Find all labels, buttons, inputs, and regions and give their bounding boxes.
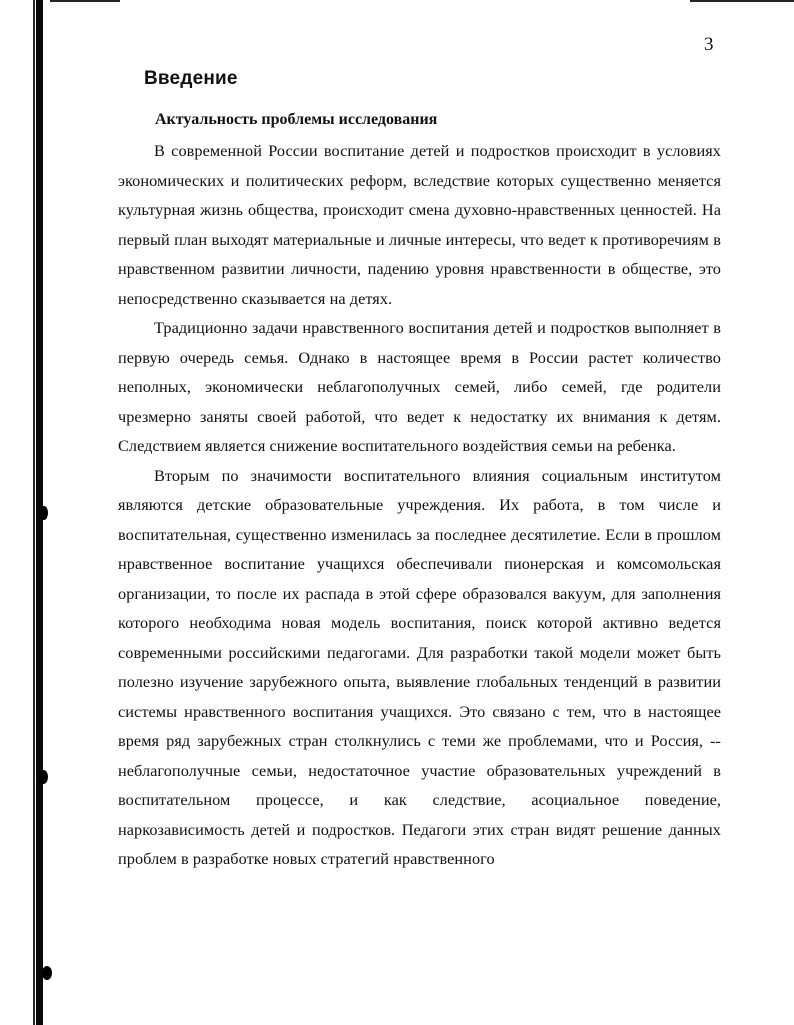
page-number: 3 [704,34,714,55]
paragraph-2: Традиционно задачи нравственного воспитания детей и подростков выполняет в первую очередь семья. Однако в настоящее время в России растет количество неполных, экономически неблагополучных семей, либо семей, где родители чрезмерно заняты своей работой, что ведет к недостатку их внимания к детям. Следствием является снижение воспитательного воздействия семьи на ребенка. [118,318,721,455]
paragraph-3: Вторым по значимости воспитательного влияния социальным институтом являются детские образовательные учреждения. Их работа, в том числе и воспитательная, существенно изменилась за последнее десятилетие. Если в прошлом нравственное воспитание учащихся обеспечивали пионерская и комсомольская организации, то после их распада в этой сфере образовался вакуум, для заполнения которого необходима новая модель воспитания, поиск которой активно ведется современными российскими педагогами. Для разработки такой модели может быть полезно изучение зарубежного опыта, выявление глобальных тенденций в развитии системы нравственного воспитания учащихся. Это связано с тем, что в настоящее время ряд зарубежных стран столкнулись с теми же проблемами, что и Россия, -- неблагополучные семьи, недостаточное участие образовательных учреждений в воспитательном процессе, и как следствие, асоциальное поведение, наркозависимость детей и подростков. Педагоги этих стран видят решение данных проблем в разработке новых стратегий нравственного [118,465,721,868]
paragraph-1: В современной России воспитание детей и подростков происходит в условиях экономических и политических реформ, вследствие которых существенно меняется культурная жизнь общества, происходит смена духовно-нравственных ценностей. На первый план выходят материальные и личные интересы, что ведет к противоречиям в нравственном развитии личности, падению уровня нравственности в обществе, это непосредственно сказывается на детях. [118,141,721,308]
binding-hole-mark [40,506,48,520]
binding-hole-mark [39,770,48,784]
scan-top-line-left [50,0,120,2]
scan-top-line-right [690,0,794,2]
subsection-heading: Актуальность проблемы исследования [155,111,438,128]
body-text [118,136,721,874]
section-heading: Введение [144,68,238,89]
scan-edge-shadow [33,0,35,1025]
binding-hole-mark [42,966,52,980]
